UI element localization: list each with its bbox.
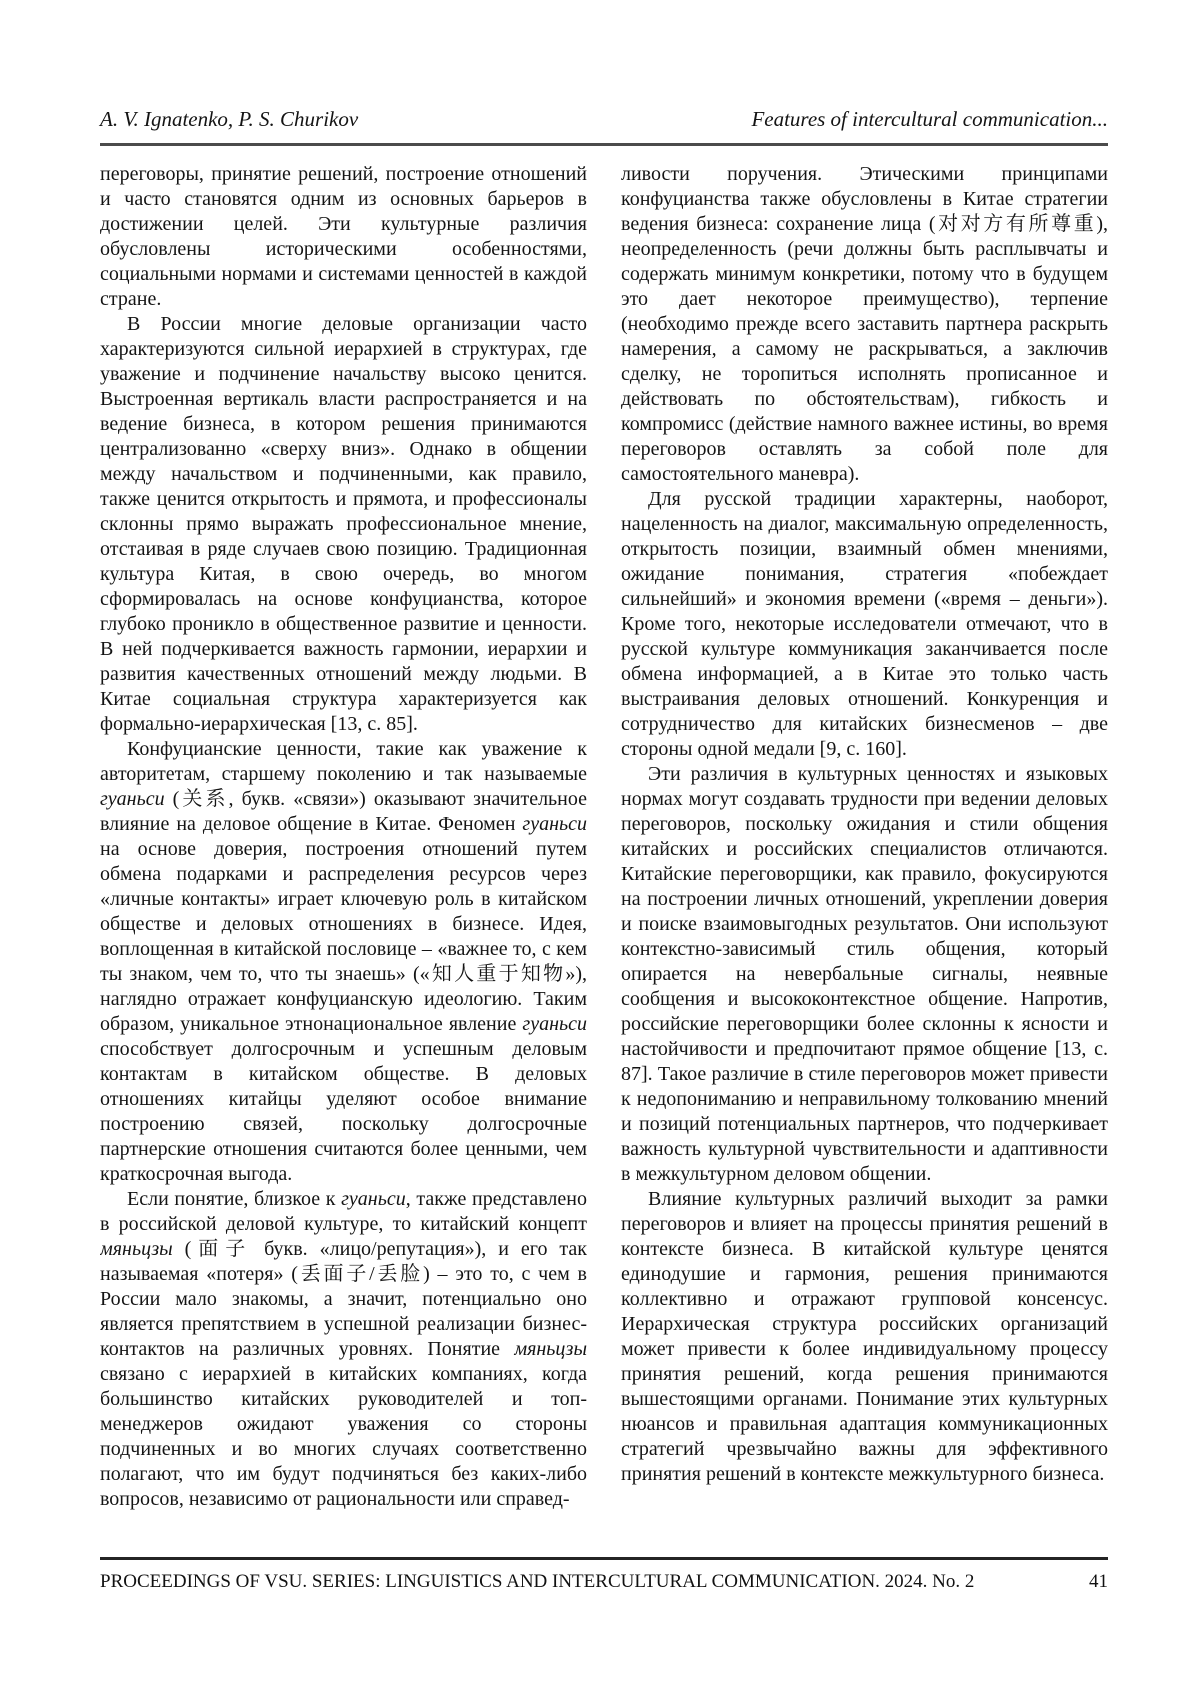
paragraph [100, 737, 587, 1187]
italic-term: мяньцзы [100, 1238, 173, 1260]
text-run: Если понятие, близкое к [127, 1188, 342, 1210]
header-running-title: Features of intercultural communication... [751, 107, 1108, 131]
paragraph [100, 162, 587, 312]
text-run: связано с иерархией в китайских компаниях, когда большинство китайских руководителей и топ-менеджеров ожидают уважения со стороны подчиненных и во многих случаях соответственно полагают, что им будут подчиняться без каких-либо вопросов, независимо от рациональности или справед- [100, 1363, 587, 1510]
text-run: (关系, букв. «связи») оказывают значительное влияние на деловое общение в Китае. Феномен [100, 788, 587, 835]
paragraph [100, 312, 587, 737]
page-header [100, 106, 1108, 132]
text-run: , также представлено в российской деловой культуре, то китайский концепт [100, 1188, 587, 1235]
paragraph [621, 487, 1108, 762]
paragraph [621, 162, 1108, 487]
text-run: на основе доверия, построения отношений путем обмена подарками и распределения ресурсов через «личные контакты» играет ключевую роль в китайском обществе и деловых отношениях в бизнесе. Идея, воплощенная в китайской пословице – «важнее то, с кем ты знаком, чем то, что ты знаешь» («知人重于知物»), наглядно отражает конфуцианскую идеологию. Таким образом, уникальное этнонациональное явление [100, 838, 587, 1035]
header-rule [100, 143, 1108, 146]
text-run: (面子 букв. «лицо/репутация»), и его так называемая «потеря» (丢面子/丢脸) – это то, с чем в России мало знакомы, а значит, потенциально оно является препятствием в успешной реализации бизнес-контактов на различных уровнях. Понятие [100, 1238, 587, 1360]
text-run: Для русской традиции характерны, наоборот, нацеленность на диалог, максимальную определенность, открытость позиции, взаимный обмен мнениями, ожидание понимания, стратегия «побеждает сильнейший» и экономия времени («время – деньги»). Кроме того, некоторые исследователи отмечают, что в русской культуре коммуникация заканчивается после обмена информацией, а в Китае это только часть выстраивания деловых отношений. Конкуренция и сотрудничество для китайских бизнесменов – две стороны одной медали [9, с. 160]. [621, 488, 1108, 760]
article-body [100, 162, 1108, 1552]
italic-term: гуаньси [522, 1013, 587, 1035]
left-column [100, 162, 587, 1552]
footer-journal-line: PROCEEDINGS OF VSU. SERIES: LINGUISTICS AND INTERCULTURAL COMMUNICATION. 2024. No. 2 [100, 1571, 975, 1592]
footer-rule [100, 1557, 1108, 1560]
italic-term: мяньцзы [514, 1338, 587, 1360]
italic-term: гуаньси [522, 813, 587, 835]
text-run: Эти различия в культурных ценностях и языковых нормах могут создавать трудности при ведении деловых переговоров, поскольку ожидания и стили общения китайских и российских специалистов отличаются. Китайские переговорщики, как правило, фокусируются на построении личных отношений, укреплении доверия и поиске взаимовыгодных результатов. Они используют контекстно-зависимый стиль общения, который опирается на невербальные сигналы, неявные сообщения и высококонтекстное общение. Напротив, российские переговорщики более склонны к ясности и настойчивости и предпочитают прямое общение [13, с. 87]. Такое различие в стиле переговоров может привести к недопониманию и неправильному толкованию мнений и позиций потенциальных партнеров, что подчеркивает важность культурной чувствительности и адаптивности в межкультурном деловом общении. [621, 763, 1108, 1185]
text-run: Влияние культурных различий выходит за рамки переговоров и влияет на процессы принятия решений в контексте бизнеса. В китайской культуре ценятся единодушие и гармония, решения принимаются коллективно и отражают групповой консенсус. Иерархическая структура российских организаций может привести к более индивидуальному процессу принятия решений, когда решения принимаются вышестоящими органами. Понимание этих культурных нюансов и правильная адаптация коммуникационных стратегий чрезвычайно важны для эффективного принятия решений в контексте межкультурного бизнеса. [621, 1188, 1108, 1485]
right-column [621, 162, 1108, 1552]
page-footer [100, 1557, 1108, 1593]
paragraph [621, 762, 1108, 1187]
paragraph [621, 1187, 1108, 1487]
text-run: способствует долгосрочным и успешным деловым контактам в китайском обществе. В деловых отношениях китайцы уделяют особое внимание построению связей, поскольку долгосрочные партнерские отношения считаются более ценными, чем краткосрочная выгода. [100, 1038, 587, 1185]
paragraph [100, 1187, 587, 1512]
footer-page-number: 41 [1089, 1571, 1108, 1592]
text-run: В России многие деловые организации часто характеризуются сильной иерархией в структурах, где уважение и подчинение начальству высоко ценится. Выстроенная вертикаль власти распространяется и на ведение бизнеса, в котором решения принимаются централизованно «сверху вниз». Однако в общении между начальством и подчиненными, как правило, также ценится открытость и прямота, и профессионалы склонны прямо выражать профессиональное мнение, отстаивая в ряде случаев свою позицию. Традиционная культура Китая, в свою очередь, во многом сформировалась на основе конфуцианства, которое глубоко проникло в общественное развитие и ценности. В ней подчеркивается важность гармонии, иерархии и развития качественных отношений между людьми. В Китае социальная структура характеризуется как формально-иерархическая [13, с. 85]. [100, 313, 587, 735]
text-run: ливости поручения. Этическими принципами конфуцианства также обусловлены в Китае стратегии ведения бизнеса: сохранение лица (对对方有所尊重), неопределенность (речи должны быть расплывчаты и содержать минимум конкретики, потому что в будущем это дает некоторое преимущество), терпение (необходимо прежде всего заставить партнера раскрыть намерения, а самому не раскрываться, а заключив сделку, не торопиться исполнять прописанное и действовать по обстоятельствам), гибкость и компромисс (действие намного важнее истины, во время переговоров оставлять за собой поле для самостоятельного маневра). [621, 163, 1108, 485]
text-run: переговоры, принятие решений, построение отношений и часто становятся одним из основных барьеров в достижении целей. Эти культурные различия обусловлены историческими особенностями, социальными нормами и системами ценностей в каждой стране. [100, 163, 587, 310]
italic-term: гуаньси [100, 788, 165, 810]
italic-term: гуаньси [341, 1188, 406, 1210]
text-run: Конфуцианские ценности, такие как уважение к авторитетам, старшему поколению и так называемые [100, 738, 587, 785]
header-authors: A. V. Ignatenko, P. S. Churikov [100, 107, 359, 131]
